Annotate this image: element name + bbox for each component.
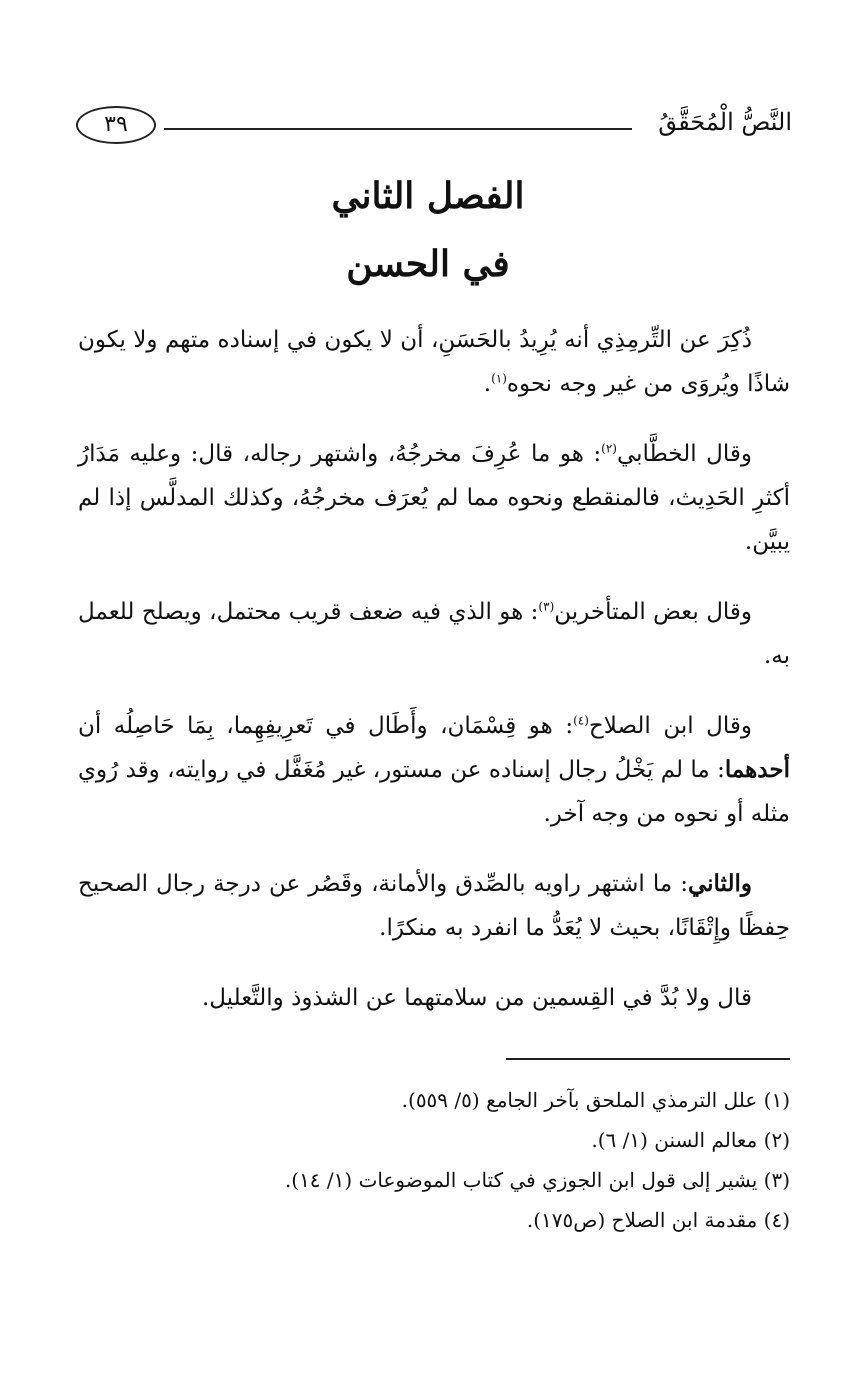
chapter-heading <box>0 172 856 288</box>
footnote-ref[interactable]: (٣) <box>538 599 555 614</box>
paragraph-text: وقال بعض المتأخرين <box>554 599 753 625</box>
running-header <box>76 102 792 150</box>
footnote: (١) علل الترمذي الملحق بآخر الجامع (٥/ ٥٥٩). <box>401 1088 790 1112</box>
paragraph-text: قال ولا بُدَّ في القِسمين من سلامتهما عن الشذوذ والتَّعليل. <box>201 985 752 1011</box>
paragraph <box>78 318 790 406</box>
paragraph-text: : هو ما عُرِفَ مخرجُهُ، واشتهر رجاله، قال: وعليه مَدَارُ أكثرِ الحَدِيث، فالمنقطع ونحوه مما لم يُعرَف مخرجُهُ، وكذلك المدلَّس إذا لم يبيَّن. <box>78 441 790 555</box>
footnote: (٢) معالم السنن (١/ ٦). <box>591 1128 790 1152</box>
running-title: النَّصُّ الْمُحَقَّقُ <box>658 108 792 136</box>
footnote: (٣) يشير إلى قول ابن الجوزي في كتاب الموضوعات (١/ ١٤). <box>284 1168 790 1192</box>
footnote-ref[interactable]: (١) <box>491 371 507 386</box>
chapter-subtitle: في الحسن <box>346 243 510 285</box>
paragraph-text: وقال الخطَّابي <box>616 441 752 467</box>
paragraph <box>78 704 790 836</box>
paragraph-text: : هو قِسْمَان، وأَطَال في تَعرِيفِهِما، بِمَا حَاصِلُه أن <box>78 713 574 739</box>
paragraph-text: وقال ابن الصلاح <box>588 713 753 739</box>
footnote: (٤) مقدمة ابن الصلاح (ص١٧٥). <box>526 1208 790 1232</box>
page-number: ٣٩ <box>76 106 156 144</box>
footnotes <box>78 1080 790 1240</box>
footnote-ref[interactable]: (٢) <box>601 441 617 456</box>
paragraph <box>78 976 790 1020</box>
paragraph <box>78 590 790 678</box>
paragraph-text: : ما اشتهر راويه بالصِّدق والأمانة، وقَصُر عن درجة رجال الصحيح حِفظًا وإِتْقَانًا، بحيث لا يُعَدُّ ما انفرد به منكرًا. <box>78 871 790 941</box>
paragraph-text: . <box>483 371 492 397</box>
bold-term: أحدهما <box>724 756 790 783</box>
bold-term: والثاني <box>687 870 752 897</box>
paragraph <box>78 432 790 564</box>
footnote-ref[interactable]: (٤) <box>573 713 589 728</box>
paragraph-text: : ما لم يَخْلُ رجال إسناده عن مستور، غير مُغَفَّل في روايته، وقد رُوي مثله أو نحوه من وجه آخر. <box>78 757 790 827</box>
paragraph-text: : هو الذي فيه ضعف قريب محتمل، ويصلح للعمل به. <box>78 599 790 669</box>
body-text <box>78 318 790 1046</box>
chapter-title: الفصل الثاني <box>331 175 525 217</box>
header-rule <box>164 128 632 130</box>
paragraph <box>78 862 790 950</box>
footnote-separator <box>506 1058 790 1060</box>
paragraph-text: ذُكِرَ عن التِّرمِذِي أنه يُرِيدُ بالحَسَنِ، أن لا يكون في إسناده متهم ولا يكون شاذًا ويُروَى من غير وجه نحوه <box>78 327 790 397</box>
